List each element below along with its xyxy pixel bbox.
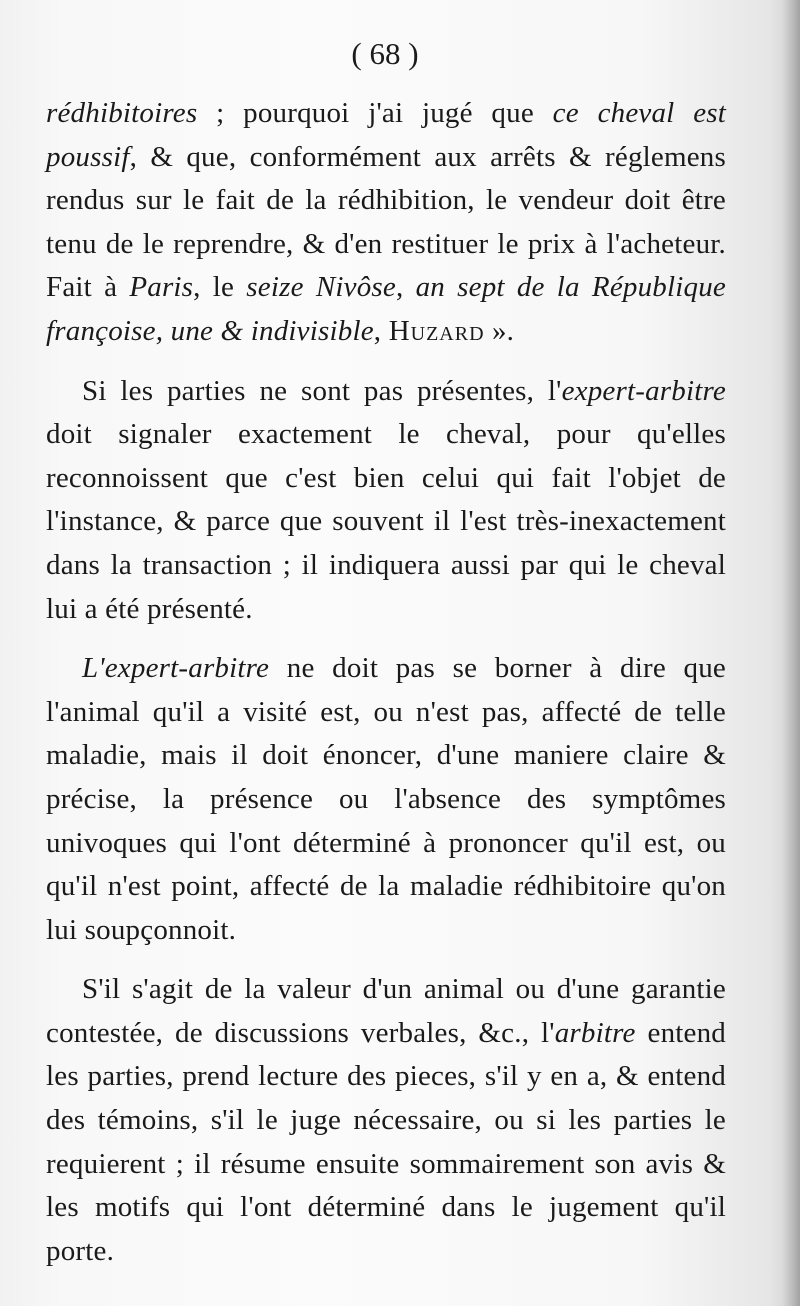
- paragraph: [46, 370, 734, 632]
- text-segment: entend les parties, prend lecture des pieces, s'il y en a, & entend des témoins, s'il le juge nécessaire, ou si les parties le requierent ; il résume ensuite sommairement son avis & les motifs qui l'ont déterminé dans le jugement qu'il porte.: [46, 1016, 734, 1267]
- text-segment: , le: [193, 271, 247, 304]
- italic-text: arbitre: [554, 1016, 636, 1049]
- italic-text: expert-arbitre: [561, 374, 726, 407]
- paragraph: [46, 968, 734, 1273]
- text-segment: S'il s'agit de la valeur d'un animal ou d'une garantie contestée, de discussions verbales, &c., l': [46, 973, 734, 1049]
- text-segment: ,: [395, 271, 416, 304]
- italic-text: an sept de la République françoise, une & indivisible: [46, 271, 726, 347]
- text-segment: ne doit pas se borner à dire que l'animal qu'il a visité est, ou n'est pas, affecté de telle maladie, mais il doit énoncer, d'une maniere claire & précise, la présence ou l'absence des symptômes univoques qui l'ont déterminé à prononcer qu'il est, ou qu'il n'est point, affecté de la maladie rédhibitoire qu'on lui soupçonnoit.: [46, 652, 734, 946]
- italic-text: L'expert-arbitre: [82, 652, 270, 685]
- paragraph: [46, 647, 734, 952]
- author-name: Huzard: [388, 314, 485, 347]
- text-segment: , & que, conformément aux arrêts & réglemens rendus sur le fait de la rédhibition, le vendeur doit être tenu de le reprendre, & d'en restituer le prix à l'acheteur. Fait à: [46, 140, 734, 304]
- text-segment: Si les parties ne sont pas présentes, l': [82, 374, 562, 407]
- italic-text: ce cheval est poussif: [46, 97, 727, 173]
- body-text: [46, 92, 734, 1289]
- text-segment: ».: [484, 314, 515, 347]
- italic-text: Paris: [129, 271, 194, 304]
- text-segment: ; pourquoi j'ai jugé que: [197, 97, 553, 129]
- italic-text: seize Nivôse: [246, 271, 396, 304]
- paragraph: [46, 92, 734, 354]
- italic-text: rédhibitoires: [46, 97, 198, 129]
- page-edge-shadow: [782, 0, 800, 1306]
- text-segment: doit signaler exactement le cheval, pour qu'elles reconnoissent que c'est bien celui qui fait l'objet de l'instance, & parce que souvent il l'est très-inexactement dans la transaction ; il indiquera aussi par qui le cheval lui a été présenté.: [46, 374, 734, 625]
- text-segment: ,: [373, 314, 389, 347]
- page-number: ( 68 ): [351, 36, 419, 71]
